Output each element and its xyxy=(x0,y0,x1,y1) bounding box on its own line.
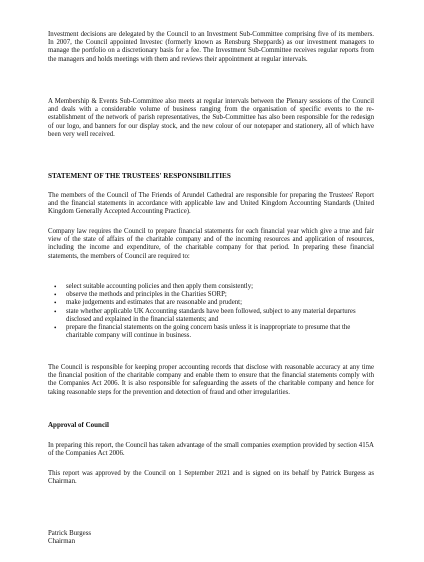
signature-block xyxy=(48,530,248,546)
list-item xyxy=(48,299,374,307)
approval-heading: Approval of Council xyxy=(48,421,109,429)
membership-paragraph xyxy=(48,98,374,139)
responsibilities-list xyxy=(48,283,374,340)
statement-heading: STATEMENT OF THE TRUSTEES' RESPONSIBILITIES xyxy=(48,172,231,180)
approved-paragraph xyxy=(48,470,374,486)
list-item-text: make judgements and estimates that are reasonable and prudent; xyxy=(66,299,242,307)
company-law-paragraph xyxy=(48,228,374,261)
list-item-text: observe the methods and principles in the Charities SORP; xyxy=(66,291,227,299)
approval-heading-block xyxy=(48,421,374,429)
list-item xyxy=(48,291,374,299)
signatory-title: Chairman xyxy=(48,538,75,546)
members-responsible-paragraph xyxy=(48,192,374,217)
signatory-name: Patrick Burgess xyxy=(48,530,92,537)
small-companies-paragraph xyxy=(48,442,374,458)
council-responsible-paragraph xyxy=(48,364,374,397)
list-item-text: state whether applicable UK Accounting standards have been followed, subject to any material departures disclosed and explained in the financial statements; and xyxy=(66,307,356,323)
statement-heading-block xyxy=(48,172,374,180)
council-responsible-text: The Council is responsible for keeping proper accounting records that disclose with reasonable accuracy at any time the financial position of the charitable company and enable them to ensure that the financial statements comply with the Companies Act 2006. It is also responsible for safeguarding the assets of the charitable company and hence for taking reasonable steps for the prevention and detection of fraud and other irregularities. xyxy=(48,364,374,396)
investment-text: Investment decisions are delegated by the Council to an Investment Sub-Committee comprising five of its members. In 2007, the Council appointed Investec (formerly known as Rensburg Sheppards) as our investment managers to manage the portfolio on a discretionary basis for a fee. The Investment Sub-Committee receives regular reports from the managers and holds meetings with them and reviews their appointment at regular intervals. xyxy=(48,31,374,63)
small-companies-text: In preparing this report, the Council has taken advantage of the small companies exemption provided by section 415A of the Companies Act 2006. xyxy=(48,442,374,458)
company-law-text: Company law requires the Council to prepare financial statements for each financial year which give a true and fair view of the state of affairs of the charitable company and of the incoming resources and application of resources, including the income and expenditure, of the charitable company for that period. In preparing these financial statements, the members of Council are required to: xyxy=(48,228,374,260)
list-item xyxy=(48,324,374,340)
approved-text: This report was approved by the Council on 1 September 2021 and is signed on its behalf by Patrick Burgess as Chairman. xyxy=(48,470,374,486)
list-item-text: prepare the financial statements on the going concern basis unless it is inappropriate to presume that the charitable company will continue in business. xyxy=(66,324,351,340)
list-item xyxy=(48,283,374,291)
list-item-text: select suitable accounting policies and then apply them consistently; xyxy=(66,283,254,290)
membership-text: A Membership & Events Sub-Committee also meets at regular intervals between the Plenary sessions of the Council and deals with a considerable volume of business ranging from the organisation of specific events to the re-establishment of the network of parish representatives, the Sub-Committee has also been responsible for the redesign of our logo, and banners for our display stock, and the new colour of our notepaper and stationery, all of which have been very well received. xyxy=(48,98,374,138)
investment-paragraph xyxy=(48,31,374,64)
members-responsible-text: The members of the Council of The Friends of Arundel Cathedral are responsible for preparing the Trustees' Report and the financial statements in accordance with applicable law and United Kingdom Accounting Standards (United Kingdom Generally Accepted Accounting Practice). xyxy=(48,192,374,216)
list-item xyxy=(48,308,374,324)
